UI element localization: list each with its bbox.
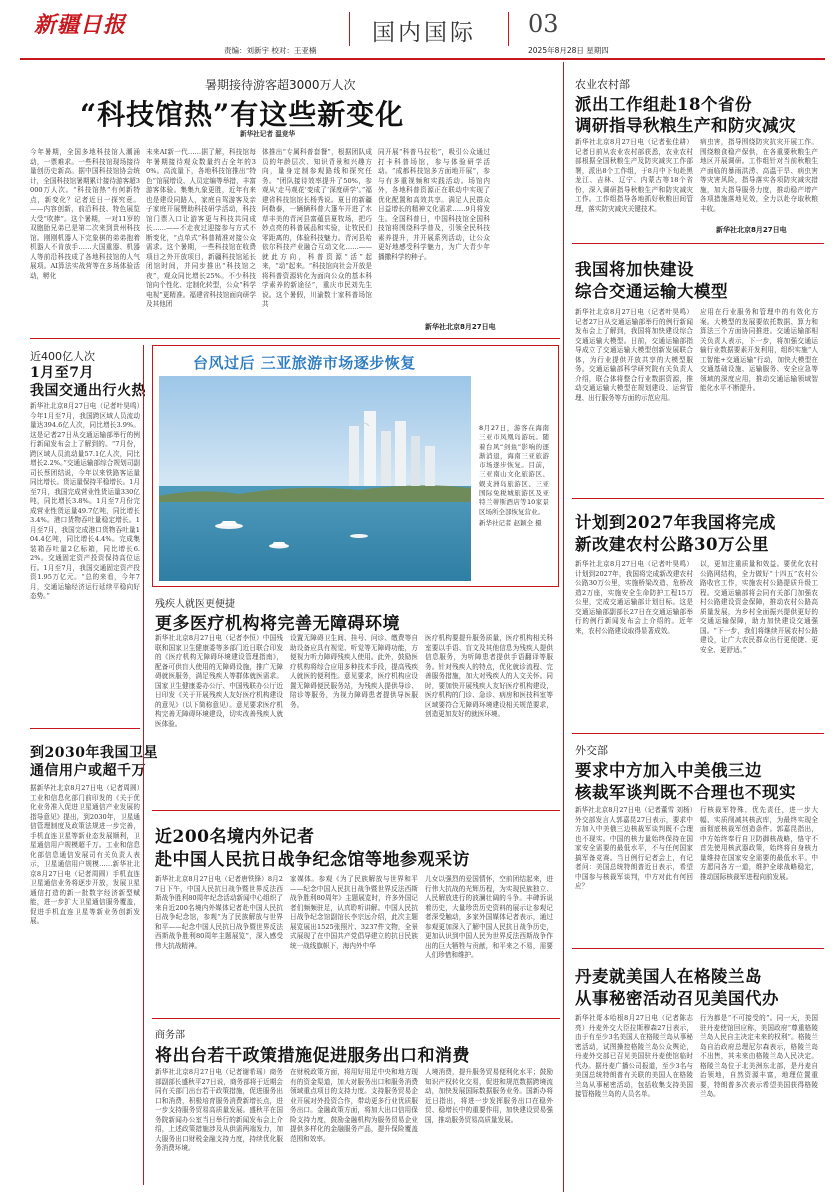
typhoon-photo — [159, 376, 471, 581]
commerce-col-2: 在财税政策方面，将用好用足中央和地方现有的资金渠道，加大对服务出口和服务消费领域重点项目的支持力度。支持服务贸易企业开展对外投资合作，带动更多行业优质服务出口。金融政策方面，将加大出口信用保险支持力度，鼓励金融机构为服务贸易企业提供多样化的金融服务产品，提升保险覆盖范围和效率。 — [290, 1068, 418, 1143]
lead-col-2: 未来AI新一代……据了解，科技馆每年暑期接待观众数量约占全年的30%。高流量下，各地科技馆推出“特色”馆展增设、人员定编等举措，丰富游客体验。集集九象更胜，近年有来也是建设同路人，家庭自驾游客及亲子家庭开展赞助科技研学活动，科技馆门票入口让游客更与科技共同成长……——不走夜过迎接参与方式不断变化，“点单式”科普精准对接公众需求。这个暑期，一些科技馆在收费项目之外开放项目，新疆科技馆延长闭馆时间，并同步推出“科技馆之夜”，观众同比增长25%。不少科技馆向个性化、定制化转型，公众“科学电视”更精准。福建省科技馆面向研学及其他团 — [146, 148, 256, 308]
accessibility-bottom-rule — [152, 810, 560, 811]
traffic-kicker: 近400亿人次 — [30, 350, 95, 363]
agriculture-bottom-rule — [572, 243, 824, 244]
agriculture-headline-1: 派出工作组赴18个省份 — [575, 95, 752, 114]
rural-roads-headline-2: 新改建农村公路30万公里 — [575, 535, 769, 554]
accessibility-col-3: 医疗机构要提升服务质量，医疗机构相关科室要以手语、盲文及其他信息为残疾人提供信息服务，为听障患者提供手语翻译等服务。针对残疾人的特点，优化就诊流程、完善服务措施，加大对残疾人的人文关怀。同时，要加快开展残疾人友好医疗机构建设，医疗机构的门诊、急诊、病房和医技科室等区域要符合无障碍环境建设相关规范要求，创造更加友好的就医环境。 — [425, 634, 553, 718]
commerce-headline: 将出台若干政策措施促进服务出口和消费 — [155, 1046, 470, 1066]
foreign-ministry-col-1: 新华社北京8月27日电（记者董雪 刘杨）外交部发言人郭嘉昆27日表示，要求中方加入中美俄三边核裁军谈判既不合理也不现实。中国的核力量始终保持在国家安全需要的最低水平，不与任何国家搞军备竞赛。当日例行记者会上，有记者问：美国总统特朗普近日表示，希望中国参与核裁军谈判，中方对此有何回应？ — [575, 806, 693, 890]
journalists-headline-1: 近200名境内外记者 — [155, 827, 315, 847]
traffic-headline-2: 我国交通出行火热 — [30, 383, 146, 399]
left-column-divider — [143, 345, 144, 1185]
journalists-col-1: 新华社北京8月27日电（记者唐铁锋）8月27日下午，中国人民抗日战争暨世界反法西斯战争胜利80周年纪念活动新闻中心组织了来自近200名境内外媒体记者赴中国人民抗日战争纪念馆，参观“为了民族解放与世界和平——纪念中国人民抗日战争暨世界反法西斯战争胜利80周年主题展览”，深入感受伟大抗战精神。 — [155, 875, 283, 950]
foreign-ministry-bottom-rule — [572, 948, 824, 949]
rural-roads-bottom-rule — [572, 733, 824, 734]
rural-roads-col-1: 新华社北京8月27日电（记者叶昊鸣）计划到2027年，我国将完成新改建农村公路30万公里，实施桥梁改造、危桥改造2万座，实施安全生命防护工程15万公里，完成交通运输部计划目标。这是交通运输部副部长27日在交通运输部举行的例行新闻发布会上介绍的。近年来，农村公路建设取得显著成效。 — [575, 560, 693, 635]
typhoon-headline: 台风过后 三亚旅游市场逐步恢复 — [193, 354, 416, 372]
agriculture-headline-2: 调研指导秋粮生产和防灾减灾 — [575, 116, 796, 135]
denmark-col-2: 行为都是“不可接受的”。同一天，美国驻丹麦使馆回应称，美国政府“尊重格陵兰岛人民自主决定未来的权利”。格陵兰岛自治政府总理尼尔森表示，格陵兰岛不出售，其未来由格陵兰岛人民决定。格陵兰岛位于北美洲东北部，是丹麦自治领地，自然资源丰富，地理位置重要，特朗普多次表示希望美国获得格陵兰岛。 — [700, 1014, 818, 1098]
foreign-ministry-headline-2: 核裁军谈判既不合理也不现实 — [575, 783, 796, 802]
issue-date: 2025年8月28日 星期四 — [528, 46, 609, 55]
accessibility-kicker: 残疾人就医更便捷 — [155, 599, 235, 610]
agriculture-col-1: 新华社北京8月27日电（记者张佳耕）记者日前从农业农村部获悉，农业农村部根据全国秋粮生产及防灾减灾工作部署，派出8个工作组，于8月中下旬赴黑龙江、吉林、辽宁、内蒙古等18个省份，深入调研指导秋粮生产和防灾减灾工作。工作组指导各地抓好秋粮田间管理，落实防灾减灾关键技术。 — [575, 138, 693, 213]
commerce-col-3: 人境消费，提升服务贸易便利化水平；鼓励知识产权转化交易，促进和规范数据跨境流动，加快发展国际数据服务业务。国新办将近日指出，将进一步发挥服务出口在稳外贸、稳增长中的重要作用，加快建设贸易强国，推动服务贸易高质量发展。 — [425, 1068, 553, 1124]
transport-model-headline-2: 综合交通运输大模型 — [575, 282, 728, 301]
lead-col-1: 今年暑期，全国多地科技馆人潮涌动，一票难求。一些科技馆现场接待量创历史新高。据中国科技馆协会统计，全国科技馆暑期累计接待游客超3000万人次。“科技馆热”有何新特点，新变化？记者近日一探究竟。——内容创新，前沿科技、特色展览大受“吹捧”。这个暑期，一对11岁的双胞胎兄弟已是第二次来到贵州科技馆。刚刚机器人下完象棋的弟弟抱着机器人不肯放手……大国重器、机器人等前沿科技成了各地科技馆的人气展项。AI算法实战营等在多场体验活动，孵化 — [30, 148, 140, 280]
section-title: 国内国际 — [372, 20, 476, 46]
transport-model-col-2: 应用在行业服务和管理中的有效化方案。大模型的发展要依托数据、算力和算法三个方面协同推进。交通运输部相关负责人表示，下一步，将加强交通运输行业数据要素开发利用，组织实施“人工智能+交通运输”行动，加快大模型在交通基础设施、运输服务、安全应急等领域的深度应用，推动交通运输领域智能化水平不断提升。 — [700, 308, 818, 392]
lead-col-4: 同开展“科普马拉松”，吸引公众通过打卡科普场馆，参与体验研学活动。“成都科技馆多方面地开展”，参与有多重视频和实践活动。场馆内外，各地科普资源正在联动中实现了优化配置和高效共享。满足人民群众日益增长的精神文化需求……9月将发生。全国科普日，中国科技馆全国科技馆将围绕科学普及，引领全民科技素养提升，并开展系列活动，让公众更好地感受科学魅力，为广大青少年播撒科学的种子。 — [378, 148, 490, 261]
denmark-headline-2: 从事秘密活动召见美国代办 — [575, 989, 779, 1008]
typhoon-caption-text: 8月27日，游客在海南三亚市凤凰岛游玩。随着台风“剑鱼”影响的逐渐消退，海南三亚旅游市场逐步恢复。目前，三亚南山文化旅游区、蜈支洲岛旅游区、三亚国际免税城旅游区及亚特兰蒂斯酒店等10家景区场所全部恢复营业。 — [479, 424, 549, 516]
lead-col-3: 体推出“专属科普套餐”，根据团队成员的年龄层次、知识背景和兴趣方向，量身定制参观路线和探究任务。“团队接待效率提升了50%，参观从‘走马观花’变成了‘深度研学’。”福建省科技馆馆长杨秀说。夏日的新疆阿勒泰，一辆辆科普大篷车开进了水草丰美的青河县富蕴县夏牧场，把巧妙点亮的科普展品和实验，让牧民们零距离的，体验科技魅力。青河县哈依尔科技产业融合互动文化……——就此方向，科普资源“活”起来，“动”起来。“科技馆向社会开放是将科普资源转化为面向公众的基本科学素养的新途径”，重庆市民刘先生说。这个暑假，川渝数十家科普场馆共 — [262, 148, 372, 308]
traffic-body: 新华社北京8月27日电（记者叶昊鸣）今年1月至7月，我国跨区域人员流动量达394.6亿人次，同比增长3.9%。这是记者27日从交通运输部举行的例行新闻发布会上了解到的。“7月份，跨区域人员流动量57.1亿人次，同比增长2.2%。”交通运输部综合规划司副司长蔡团结说，今年以来铁路客运量同比增长。货运量保持平稳增长。1月至7月，我国完成营业性货运量330亿吨，同比增长3.8%。1月至7月份完成营业性货运量49.7亿吨，同比增长3.4%。港口货物吞吐量稳定增长。1月至7月，我国完成港口货物吞吐量104.4亿吨，同比增长4.4%。完成集装箱吞吐量2亿标箱，同比增长6.2%。交通固定资产投资保持高位运行。1月至7月，我国交通固定资产投资1.95万亿元。“总的来看，今年7月，交通运输经济运行延续平稳向好态势。” — [30, 402, 140, 600]
traffic-headline-1: 1月至7月 — [30, 365, 94, 381]
foreign-ministry-headline-1: 要求中方加入中美俄三边 — [575, 761, 762, 780]
accessibility-col-1: 新华社北京8月27日电（记者李恒）中国残联和国家卫生健康委等多部门近日联合印发的《医疗机构无障碍环境建设管理指南》，配备可供盲人使用的无障碍设施，推广无障碍就医服务，满足残疾人等群体就医需求。国家卫生健康委办公厅、中国残联办公厅近日印发《关于开展残疾人友好医疗机构建设的意见》（以下简称意见）。意见要求医疗机构完善无障碍环境建设，切实改善残疾人就医体验。 — [155, 634, 283, 728]
masthead-divider-right — [508, 12, 509, 46]
typhoon-caption — [479, 424, 549, 528]
masthead-divider-left — [349, 12, 350, 46]
rural-roads-col-2: 以，更加注重质量和效益。要优化农村公路网结构，全力做好“十四五”农村公路收官工作，实施农村公路提质升级工程。交通运输部将会同有关部门加强农村公路建设资金保障，推动农村公路高质量发展，为乡村全面振兴提供更好的交通运输保障，助力加快建设交通强国。“下一步，我们将继续开展农村公路建设，让广大农民群众出行更便捷、更安全、更舒适。” — [700, 560, 818, 654]
satellite-headline-1: 到2030年我国卫星 — [30, 745, 158, 761]
journalists-headline-2: 赴中国人民抗日战争纪念馆等地参观采访 — [155, 850, 470, 870]
foreign-ministry-kicker: 外交部 — [575, 744, 608, 757]
page-number: 03 — [528, 10, 559, 38]
lead-kicker: 暑期接待游客超3000万人次 — [205, 78, 356, 92]
lead-headline: “科技馆热”有这些新变化 — [80, 98, 405, 131]
transport-model-bottom-rule — [572, 498, 824, 499]
denmark-col-1: 新华社哥本哈根8月27日电（记者陈志亮）丹麦外交大臣拉斯穆森27日表示，由于有至少3名美国人在格陵兰岛从事秘密活动，试图操控格陵兰岛公众舆论，丹麦外交部已召见美国驻丹麦使馆临时代办。据丹麦广播公司报道，至少3名与美国总统特朗普有关联的美国人在格陵兰岛从事秘密活动，包括收集支持美国接管格陵兰岛的人员名单。 — [575, 1014, 693, 1098]
agriculture-kicker: 农业农村部 — [575, 78, 630, 91]
typhoon-credit: 新华社记者 赵颖全 摄 — [479, 518, 542, 527]
transport-model-col-1: 新华社北京8月27日电（记者叶昊鸣）记者27日从交通运输部举行的例行新闻发布会上了解到，我国将加快建设综合交通运输大模型。日前，交通运输部指导成立了交通运输大模型创新发展联合体，为行业提供开放共享的大模型服务。交通运输部科学研究院有关负责人介绍，联合体将整合行业数据资源，推动交通运输大模型在规划建设、运营管理、出行服务等方面的示范应用。 — [575, 308, 693, 402]
satellite-body: 据新华社北京8月27日电（记者周圆）工业和信息化部门前印发的《关于优化业务准入促进卫星通信产业发展的指导意见》提出，到2030年，卫星通信管理制度及政策法规进一步完善，手机直连卫星等新业态发展顺利，卫星通信用户规模超千万。工业和信息化部信息通信发展司有关负责人表示，卫星通信用户规模……新华社北京8月27日电（记者周圆）手机直连卫星通信业务将逐步开放，发展卫星通信打造的新一批数字经济新型赋能，进一步扩大卫星通信服务覆盖，促进手机直连卫星等新业务创新发展。 — [30, 784, 140, 925]
foreign-ministry-col-2: 行核裁军特殊、优先责任，进一步大幅、实质削减其核武库，为最终实现全面彻底核裁军创造条件。郭嘉昆指出，中方始终奉行自卫防御核战略，恪守不首先使用核武器政策，始终将自身核力量维持在国家安全需要的最低水平。中方愿同各方一道，维护全球战略稳定，推动国际核裁军进程向前发展。 — [700, 806, 818, 881]
masthead-logo-text: 新疆日报 — [34, 12, 127, 38]
journalists-col-3: 儿女以强烈的爱国情怀，空前团结起来，进行伟大抗战的光辉历程，为实现民族独立、人民解放进行的波澜壮阔的斗争。丰碑诉说着历史，大量珍贵历史资料的展示让参观记者深受触动，多家外国媒体记者表示，通过参观更加深入了解中国人民抗日战争历史，更加认识到中国人民为世界反法西斯战争作出的巨大牺牲与贡献，和平来之不易，需要人们珍惜和维护。 — [425, 875, 553, 959]
transport-model-headline-1: 我国将加快建设 — [575, 260, 694, 279]
commerce-col-1: 新华社北京8月27日电（记者谢希瑶）商务部副部长盛秋平27日说，商务部将于近期会同有关部门出台若干政策措施，促进服务出口和消费，积极培育服务消费新增长点，进一步支持服务贸易高质量发展。盛秋平在国务院新闻办公室当日举行的新闻发布会上介绍，上述政策措施涉及从供需两端发力，加大服务出口财税金融支持力度，持续优化服务消费环境。 — [155, 1068, 283, 1152]
masthead-logo — [34, 8, 164, 36]
agriculture-signature: 新华社北京8月27日电 — [716, 226, 787, 234]
masthead-rule — [20, 58, 825, 60]
satellite-headline-2: 通信用户或超千万 — [30, 763, 146, 779]
lead-bottom-rule — [30, 338, 560, 339]
editors-credit: 责编：刘新宇 校对：王亚楠 — [224, 46, 317, 55]
right-column-divider — [563, 62, 564, 1192]
journalists-bottom-rule — [152, 1018, 560, 1019]
accessibility-col-2: 设置无障碍卫生间、挂号、问诊、缴费等自助设备应具有视觉、听觉等无障碍功能，方便视力听力障碍残疾人使用。此外，鼓励医疗机构将综合应用多种技术手段，提高残疾人就医的便利性。意见要求，医疗机构应设置无障碍便民服务站，为残疾人提供导诊、陪诊等服务，为视力障碍患者提供导医服务。 — [290, 634, 418, 709]
agriculture-col-2: 病虫害，指导围绕防灾抗灾开展工作。围绕粮食稳产保供，在各重要秋粮生产地区开展调研。工作组针对当前秋粮生产面临的暴雨洪涝、高温干旱、病虫害等灾害风险，指导落实各项防灾减灾措施，加大指导服务力度，推动稳产增产各项措施落地见效，全力以赴夺取秋粮丰收。 — [700, 138, 818, 213]
typhoon-photo-frame — [152, 345, 559, 587]
commerce-kicker: 商务部 — [155, 1030, 185, 1041]
lead-signature: 新华社北京8月27日电 — [425, 323, 496, 331]
traffic-bottom-rule — [30, 728, 140, 729]
lead-byline: 新华社记者 温竞华 — [240, 130, 296, 138]
journalists-col-2: 家媒体。参观《为了民族解放与世界和平——纪念中国人民抗日战争暨世界反法西斯战争胜利80周年》主题展览时，许多外国记者们频频驻足，认真聆听讲解。中国人民抗日战争纪念馆副馆长李宗远介绍，此次主题展览展出1525张照片、3237件文物，全景式展现了在中国共产党倡导建立的抗日民族统一战线旗帜下，海内外中华 — [290, 875, 418, 950]
accessibility-headline: 更多医疗机构将完善无障碍环境 — [155, 614, 400, 634]
rural-roads-headline-1: 计划到2027年我国将完成 — [575, 513, 776, 532]
denmark-headline-1: 丹麦就美国人在格陵兰岛 — [575, 967, 762, 986]
